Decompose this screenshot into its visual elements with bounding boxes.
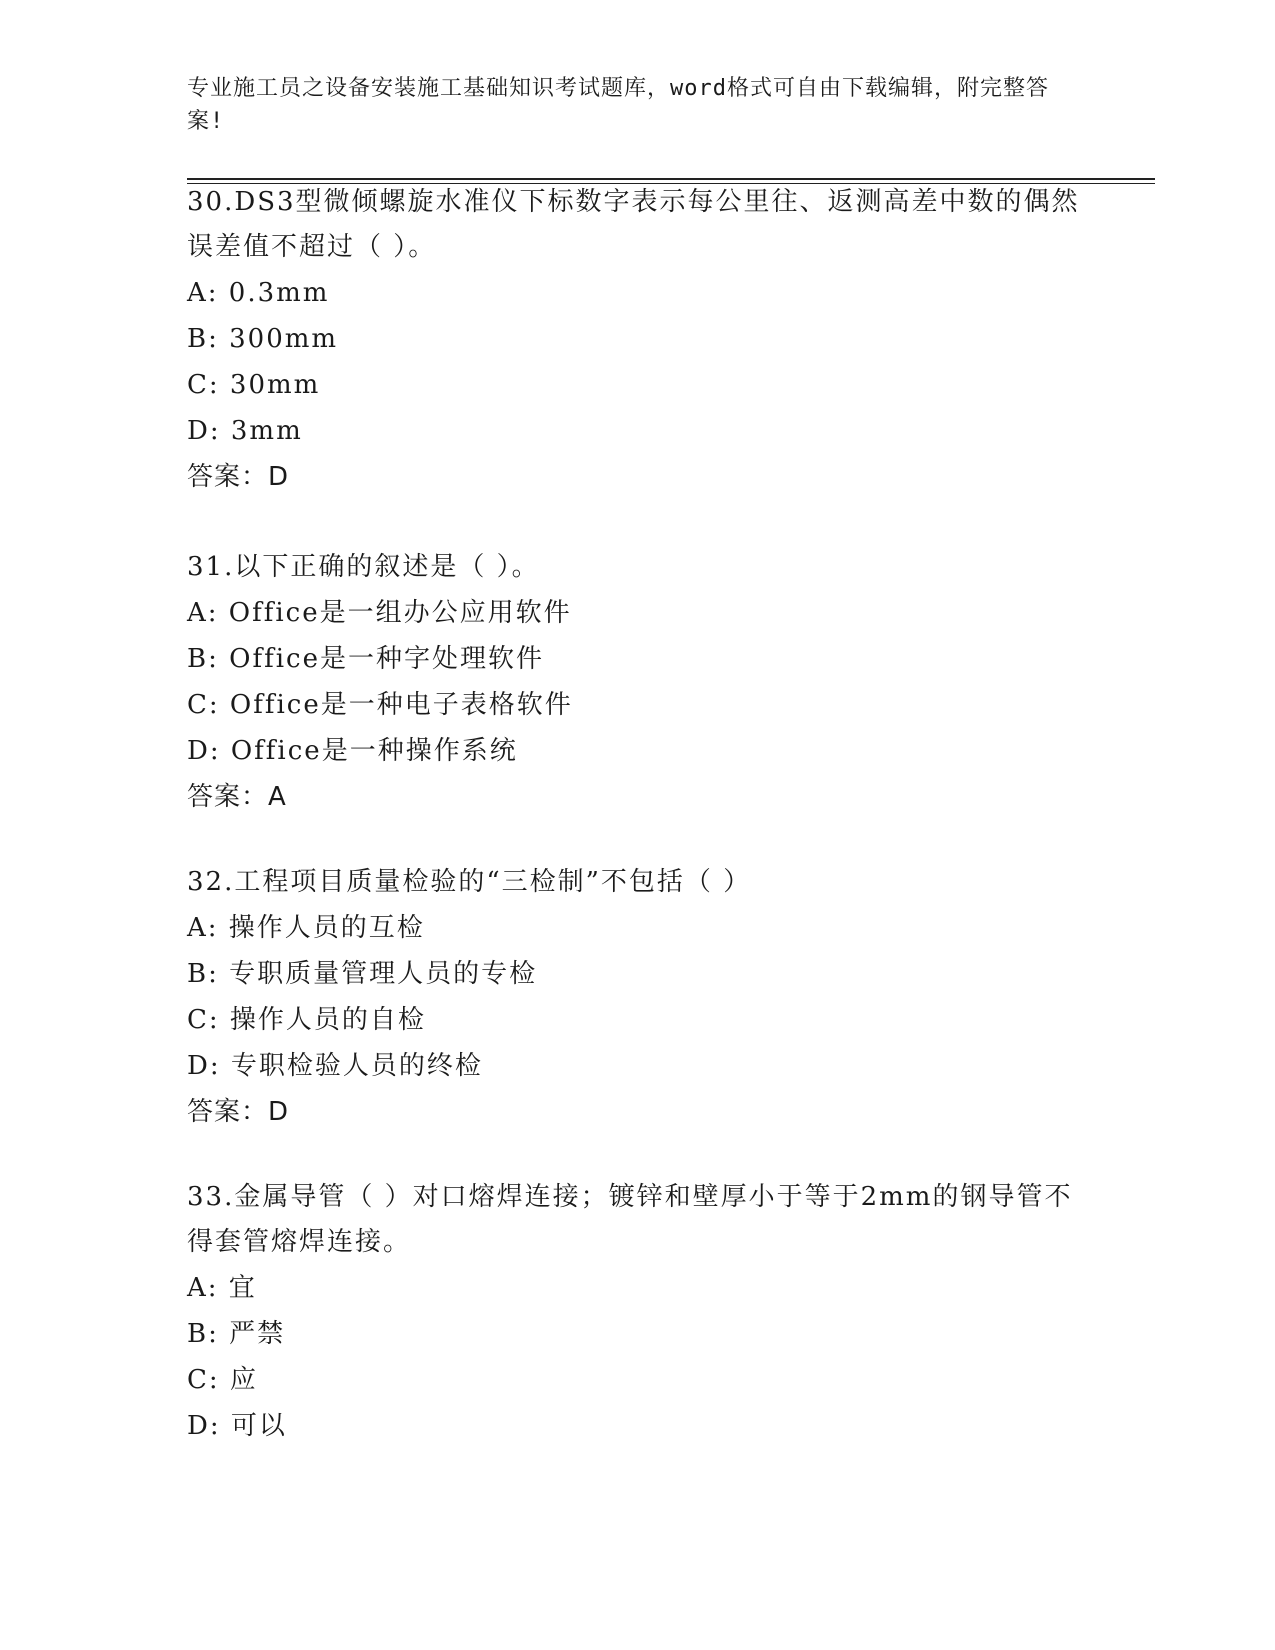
question-stem: 33.金属导管（ ）对口熔焊连接；镀锌和壁厚小于等于2mm的钢导管不得套管熔焊连接。 bbox=[187, 1182, 1073, 1257]
question-33 bbox=[187, 1175, 1087, 1449]
option-a: A: 0.3mm bbox=[187, 278, 330, 308]
option-b: B: 专职质量管理人员的专检 bbox=[187, 959, 538, 989]
option-d: D: Office是一种操作系统 bbox=[187, 736, 518, 766]
document-header: 专业施工员之设备安装施工基础知识考试题库，word格式可自由下载编辑，附完整答案! bbox=[187, 76, 1049, 134]
question-30 bbox=[187, 180, 1087, 500]
question-32 bbox=[187, 860, 1087, 1135]
option-b: B: 300mm bbox=[187, 324, 339, 354]
answer-line: 答案：A bbox=[187, 782, 287, 812]
option-d: D: 3mm bbox=[187, 416, 303, 446]
option-b: B: Office是一种字处理软件 bbox=[187, 644, 544, 674]
question-stem: 31.以下正确的叙述是（ ）。 bbox=[187, 552, 540, 582]
option-c: C: Office是一种电子表格软件 bbox=[187, 690, 573, 720]
question-stem: 32.工程项目质量检验的“三检制”不包括（ ） bbox=[187, 867, 752, 897]
option-a: A: 宜 bbox=[187, 1273, 257, 1303]
option-a: A: Office是一组办公应用软件 bbox=[187, 598, 572, 628]
option-c: C: 应 bbox=[187, 1365, 258, 1395]
option-d: D: 专职检验人员的终检 bbox=[187, 1051, 483, 1081]
answer-line: 答案：D bbox=[187, 1097, 290, 1127]
question-31 bbox=[187, 545, 1087, 820]
option-b: B: 严禁 bbox=[187, 1319, 286, 1349]
answer-line: 答案：D bbox=[187, 462, 290, 492]
question-stem: 30.DS3型微倾螺旋水准仪下标数字表示每公里往、返测高差中数的偶然误差值不超过（ ）。 bbox=[187, 187, 1080, 262]
option-c: C: 30mm bbox=[187, 370, 321, 400]
option-d: D: 可以 bbox=[187, 1411, 287, 1441]
option-a: A: 操作人员的互检 bbox=[187, 913, 425, 943]
option-c: C: 操作人员的自检 bbox=[187, 1005, 426, 1035]
